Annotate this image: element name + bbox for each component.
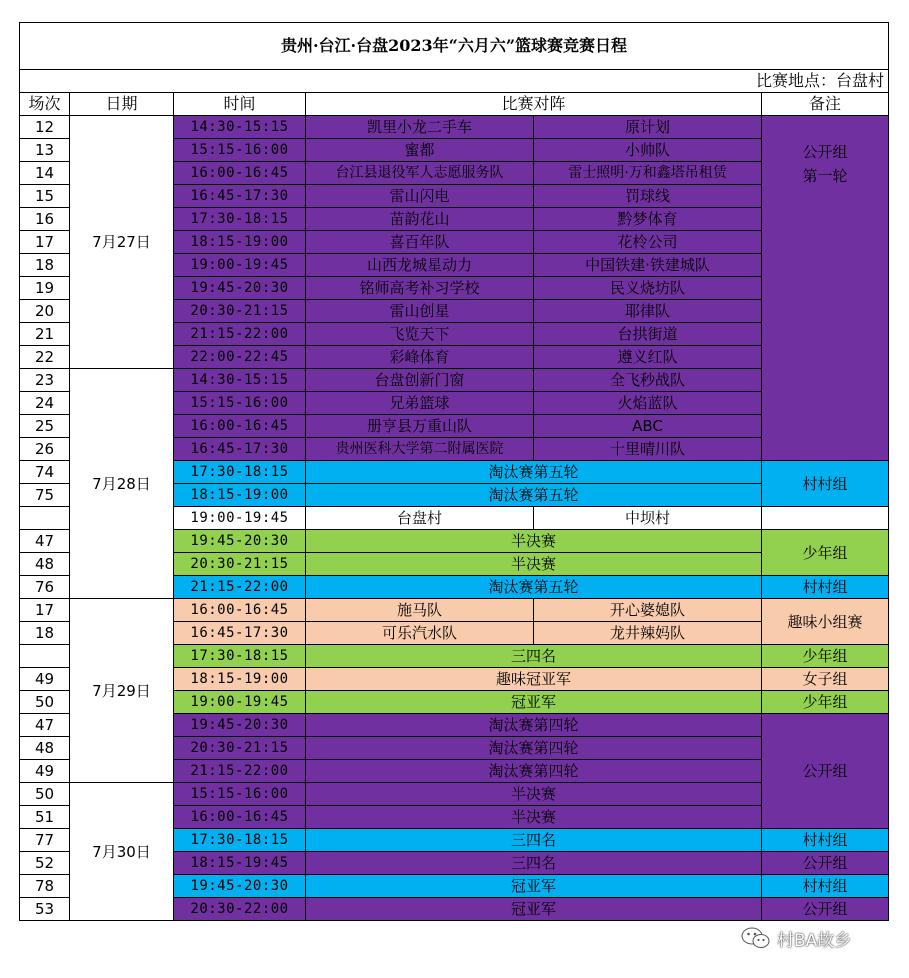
page-title: 贵州·台江·台盘2023年“六月六”篮球赛竞赛日程	[20, 23, 889, 70]
field-number: 47	[20, 530, 70, 553]
field-number: 18	[20, 254, 70, 277]
team-a: 蜜都	[306, 139, 534, 162]
team-a: 兄弟篮球	[306, 392, 534, 415]
field-number: 48	[20, 553, 70, 576]
match-cell: 淘汰赛第五轮	[306, 576, 762, 599]
team-a: 喜百年队	[306, 231, 534, 254]
field-number	[20, 507, 70, 530]
field-number: 76	[20, 576, 70, 599]
note-cell: 公开组	[762, 714, 889, 829]
header-time: 时间	[174, 93, 306, 116]
time-cell: 18:15-19:00	[174, 231, 306, 254]
team-b: 民义烧坊队	[534, 277, 762, 300]
date-cell: 7月27日	[70, 116, 174, 369]
header-matchup: 比赛对阵	[306, 93, 762, 116]
venue-label: 比赛地点：台盘村	[20, 70, 889, 93]
field-number: 12	[20, 116, 70, 139]
field-number: 16	[20, 208, 70, 231]
schedule-table	[19, 22, 889, 921]
match-cell: 三四名	[306, 645, 762, 668]
note-cell: 少年组	[762, 530, 889, 576]
time-cell: 21:15-22:00	[174, 760, 306, 783]
time-cell: 17:30-18:15	[174, 461, 306, 484]
time-cell: 20:30-21:15	[174, 737, 306, 760]
field-number: 78	[20, 875, 70, 898]
team-b: 龙井辣妈队	[534, 622, 762, 645]
time-cell: 15:15-16:00	[174, 392, 306, 415]
field-number: 13	[20, 139, 70, 162]
match-cell: 淘汰赛第四轮	[306, 714, 762, 737]
team-a: 苗韵花山	[306, 208, 534, 231]
match-cell: 三四名	[306, 829, 762, 852]
team-b: 雷士照明·万和鑫塔吊租赁	[534, 162, 762, 185]
team-a: 施马队	[306, 599, 534, 622]
date-cell: 7月28日	[70, 369, 174, 599]
match-cell: 三四名	[306, 852, 762, 875]
time-cell: 19:45-20:30	[174, 277, 306, 300]
team-a: 山西龙城星动力	[306, 254, 534, 277]
team-a: 台盘村	[306, 507, 534, 530]
team-b: 开心婆媳队	[534, 599, 762, 622]
field-number: 23	[20, 369, 70, 392]
time-cell: 18:15-19:00	[174, 484, 306, 507]
match-cell: 淘汰赛第五轮	[306, 484, 762, 507]
team-a: 飞览天下	[306, 323, 534, 346]
time-cell: 16:00-16:45	[174, 806, 306, 829]
field-number: 49	[20, 760, 70, 783]
field-number: 74	[20, 461, 70, 484]
note-cell: 少年组	[762, 645, 889, 668]
team-b: 小帅队	[534, 139, 762, 162]
time-cell: 16:45-17:30	[174, 622, 306, 645]
match-cell: 冠亚军	[306, 691, 762, 714]
team-a: 彩峰体育	[306, 346, 534, 369]
team-a: 铭师高考补习学校	[306, 277, 534, 300]
field-number: 50	[20, 691, 70, 714]
time-cell: 16:00-16:45	[174, 599, 306, 622]
time-cell: 20:30-22:00	[174, 898, 306, 921]
team-a: 册亨县万重山队	[306, 415, 534, 438]
time-cell: 20:30-21:15	[174, 553, 306, 576]
match-cell: 半决赛	[306, 530, 762, 553]
time-cell: 17:30-18:15	[174, 645, 306, 668]
team-a: 贵州医科大学第二附属医院	[306, 438, 534, 461]
field-number: 47	[20, 714, 70, 737]
time-cell: 19:00-19:45	[174, 507, 306, 530]
date-cell: 7月29日	[70, 599, 174, 783]
field-number: 26	[20, 438, 70, 461]
note-cell-empty	[762, 507, 889, 530]
time-cell: 16:00-16:45	[174, 415, 306, 438]
header-date: 日期	[70, 93, 174, 116]
team-b: 遵义红队	[534, 346, 762, 369]
time-cell: 19:00-19:45	[174, 691, 306, 714]
watermark	[741, 924, 881, 952]
time-cell: 16:45-17:30	[174, 438, 306, 461]
watermark-text: 村BA故乡	[777, 930, 852, 951]
note-cell: 村村组	[762, 461, 889, 507]
field-number	[20, 645, 70, 668]
schedule-sheet	[19, 22, 888, 921]
note-cell: 公开组	[762, 852, 889, 875]
header-note: 备注	[762, 93, 889, 116]
time-cell: 19:45-20:30	[174, 714, 306, 737]
time-cell: 18:15-19:00	[174, 668, 306, 691]
table-row	[20, 116, 889, 139]
team-b: 耶律队	[534, 300, 762, 323]
field-number: 77	[20, 829, 70, 852]
field-number: 50	[20, 783, 70, 806]
date-cell: 7月30日	[70, 783, 174, 921]
table-row	[20, 369, 889, 392]
team-b: 中国铁建·铁建城队	[534, 254, 762, 277]
field-number: 14	[20, 162, 70, 185]
team-a: 可乐汽水队	[306, 622, 534, 645]
match-cell: 淘汰赛第五轮	[306, 461, 762, 484]
match-cell: 淘汰赛第四轮	[306, 760, 762, 783]
team-a: 雷山创星	[306, 300, 534, 323]
note-cell: 女子组	[762, 668, 889, 691]
time-cell: 18:15-19:45	[174, 852, 306, 875]
time-cell: 14:30-15:15	[174, 369, 306, 392]
match-cell: 半决赛	[306, 553, 762, 576]
note-cell: 公开组 第一轮	[762, 116, 889, 461]
field-number: 21	[20, 323, 70, 346]
team-b: ABC	[534, 415, 762, 438]
field-number: 22	[20, 346, 70, 369]
team-b: 原计划	[534, 116, 762, 139]
time-cell: 19:45-20:30	[174, 875, 306, 898]
time-cell: 21:15-22:00	[174, 323, 306, 346]
field-number: 49	[20, 668, 70, 691]
team-a: 台江县退役军人志愿服务队	[306, 162, 534, 185]
field-number: 52	[20, 852, 70, 875]
match-cell: 冠亚军	[306, 875, 762, 898]
note-cell: 趣味小组赛	[762, 599, 889, 645]
header-field: 场次	[20, 93, 70, 116]
team-b: 全飞秒战队	[534, 369, 762, 392]
field-number: 15	[20, 185, 70, 208]
field-number: 51	[20, 806, 70, 829]
match-cell: 半决赛	[306, 806, 762, 829]
match-cell: 淘汰赛第四轮	[306, 737, 762, 760]
team-a: 台盘创新门窗	[306, 369, 534, 392]
time-cell: 15:15-16:00	[174, 783, 306, 806]
time-cell: 17:30-18:15	[174, 208, 306, 231]
note-cell: 少年组	[762, 691, 889, 714]
team-a: 凯里小龙二手车	[306, 116, 534, 139]
field-number: 17	[20, 599, 70, 622]
match-cell: 冠亚军	[306, 898, 762, 921]
team-b: 花柃公司	[534, 231, 762, 254]
team-b: 火焰蓝队	[534, 392, 762, 415]
time-cell: 20:30-21:15	[174, 300, 306, 323]
team-b: 十里晴川队	[534, 438, 762, 461]
wechat-icon	[741, 926, 771, 950]
match-cell: 半决赛	[306, 783, 762, 806]
field-number: 17	[20, 231, 70, 254]
time-cell: 16:45-17:30	[174, 185, 306, 208]
time-cell: 14:30-15:15	[174, 116, 306, 139]
table-row	[20, 783, 889, 806]
note-cell: 公开组	[762, 898, 889, 921]
note-cell: 村村组	[762, 576, 889, 599]
field-number: 25	[20, 415, 70, 438]
table-row	[20, 599, 889, 622]
team-a: 雷山闪电	[306, 185, 534, 208]
field-number: 18	[20, 622, 70, 645]
time-cell: 19:00-19:45	[174, 254, 306, 277]
time-cell: 19:45-20:30	[174, 530, 306, 553]
field-number: 75	[20, 484, 70, 507]
field-number: 19	[20, 277, 70, 300]
team-b: 中坝村	[534, 507, 762, 530]
field-number: 20	[20, 300, 70, 323]
match-cell: 趣味冠亚军	[306, 668, 762, 691]
team-b: 台拱街道	[534, 323, 762, 346]
note-cell: 村村组	[762, 829, 889, 852]
team-b: 罚球线	[534, 185, 762, 208]
time-cell: 21:15-22:00	[174, 576, 306, 599]
team-b: 黔梦体育	[534, 208, 762, 231]
note-cell: 村村组	[762, 875, 889, 898]
field-number: 48	[20, 737, 70, 760]
time-cell: 15:15-16:00	[174, 139, 306, 162]
time-cell: 16:00-16:45	[174, 162, 306, 185]
time-cell: 17:30-18:15	[174, 829, 306, 852]
time-cell: 22:00-22:45	[174, 346, 306, 369]
field-number: 53	[20, 898, 70, 921]
field-number: 24	[20, 392, 70, 415]
